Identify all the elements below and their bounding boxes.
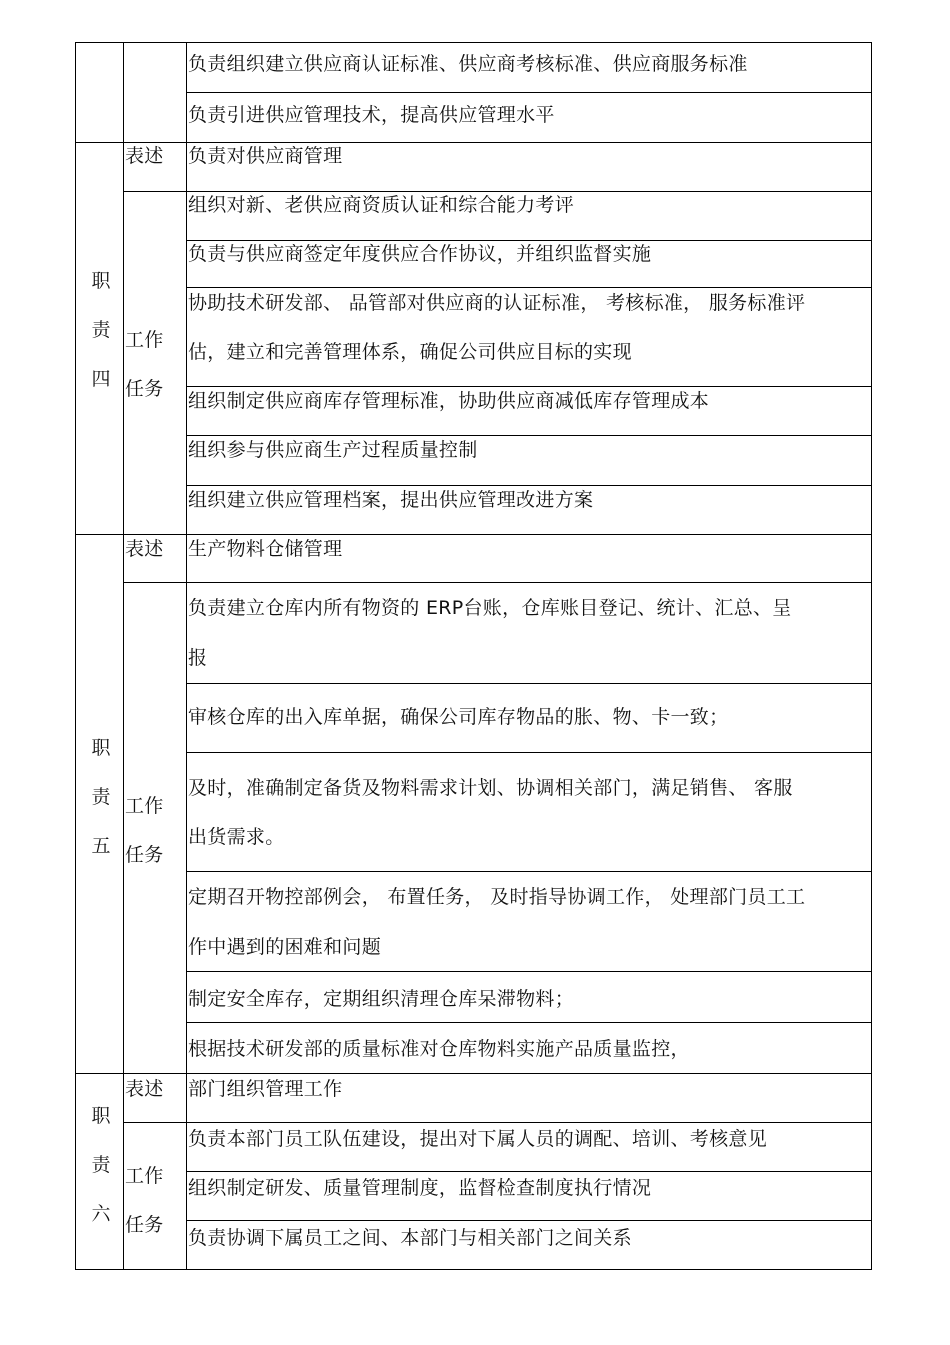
task-label: 工作 任务 (125, 795, 164, 866)
duty-title: 职 责 五 (91, 737, 111, 857)
row-separator (186, 752, 872, 753)
row-separator (186, 1022, 872, 1023)
desc-text: 部门组织管理工作 (188, 1078, 343, 1100)
task-text: 估，建立和完善管理体系，确促公司供应目标的实现 (188, 341, 632, 363)
row-separator (186, 435, 872, 436)
table-right-border (871, 42, 872, 1270)
desc-text: 负责对供应商管理 (188, 145, 343, 167)
row-separator (186, 485, 872, 486)
task-text: 及时，准确制定备货及物料需求计划、协调相关部门，满足销售、 客服 (188, 777, 793, 799)
task-text: 负责建立仓库内所有物资的 ERP台账，仓库账目登记、统计、汇总、呈 (188, 597, 792, 619)
task-label: 工作 任务 (125, 1165, 164, 1236)
task-text: 作中遇到的困难和问题 (188, 936, 382, 958)
row-separator (186, 971, 872, 972)
desc-label: 表述 (125, 538, 164, 560)
task-text: 负责本部门员工队伍建设，提出对下属人员的调配、培训、考核意见 (188, 1128, 768, 1150)
row-separator (123, 582, 872, 583)
table-left-border (75, 42, 76, 1270)
row-separator (186, 287, 872, 288)
task-text: 制定安全库存，定期组织清理仓库呆滞物料； (188, 988, 575, 1010)
task-text: 报 (188, 647, 208, 669)
task-text: 组织制定供应商库存管理标准，协助供应商减低库存管理成本 (188, 390, 710, 412)
duty-table (75, 42, 872, 1270)
task-text: 组织建立供应管理档案，提出供应管理改进方案 (188, 489, 594, 511)
desc-label: 表述 (125, 145, 164, 167)
desc-text: 生产物料仓储管理 (188, 538, 343, 560)
task-text: 审核仓库的出入库单据，确保公司库存物品的胀、物、卡一致； (188, 706, 729, 728)
task-text: 根据技术研发部的质量标准对仓库物料实施产品质量监控， (188, 1038, 690, 1060)
section-separator (75, 534, 872, 535)
duty-title: 职 责 四 (91, 270, 111, 390)
duty-title: 职 责 六 (91, 1105, 111, 1225)
task-text: 负责引进供应管理技术，提高供应管理水平 (188, 104, 555, 126)
task-text: 定期召开物控部例会， 布置任务， 及时指导协调工作， 处理部门员工工 (188, 886, 806, 908)
desc-label: 表述 (125, 1078, 164, 1100)
row-separator (186, 871, 872, 872)
row-separator (123, 1122, 872, 1123)
row-separator (186, 386, 872, 387)
row-separator (186, 1171, 872, 1172)
task-label: 工作 任务 (125, 329, 164, 400)
task-text: 组织对新、老供应商资质认证和综合能力考评 (188, 194, 575, 216)
task-text: 组织制定研发、质量管理制度，监督检查制度执行情况 (188, 1177, 652, 1199)
task-text: 负责与供应商签定年度供应合作协议，并组织监督实施 (188, 243, 652, 265)
task-text: 协助技术研发部、 品管部对供应商的认证标准， 考核标准， 服务标准评 (188, 292, 806, 314)
row-separator (186, 683, 872, 684)
task-text: 负责协调下属员工之间、本部门与相关部门之间关系 (188, 1227, 632, 1249)
row-separator (186, 92, 872, 93)
task-text: 出货需求。 (188, 826, 285, 848)
task-text: 负责组织建立供应商认证标准、供应商考核标准、供应商服务标准 (188, 53, 748, 75)
row-separator (186, 1220, 872, 1221)
table-top-border (75, 42, 872, 43)
section-separator (75, 1073, 872, 1074)
task-text: 组织参与供应商生产过程质量控制 (188, 439, 478, 461)
table-bottom-border (75, 1269, 872, 1270)
